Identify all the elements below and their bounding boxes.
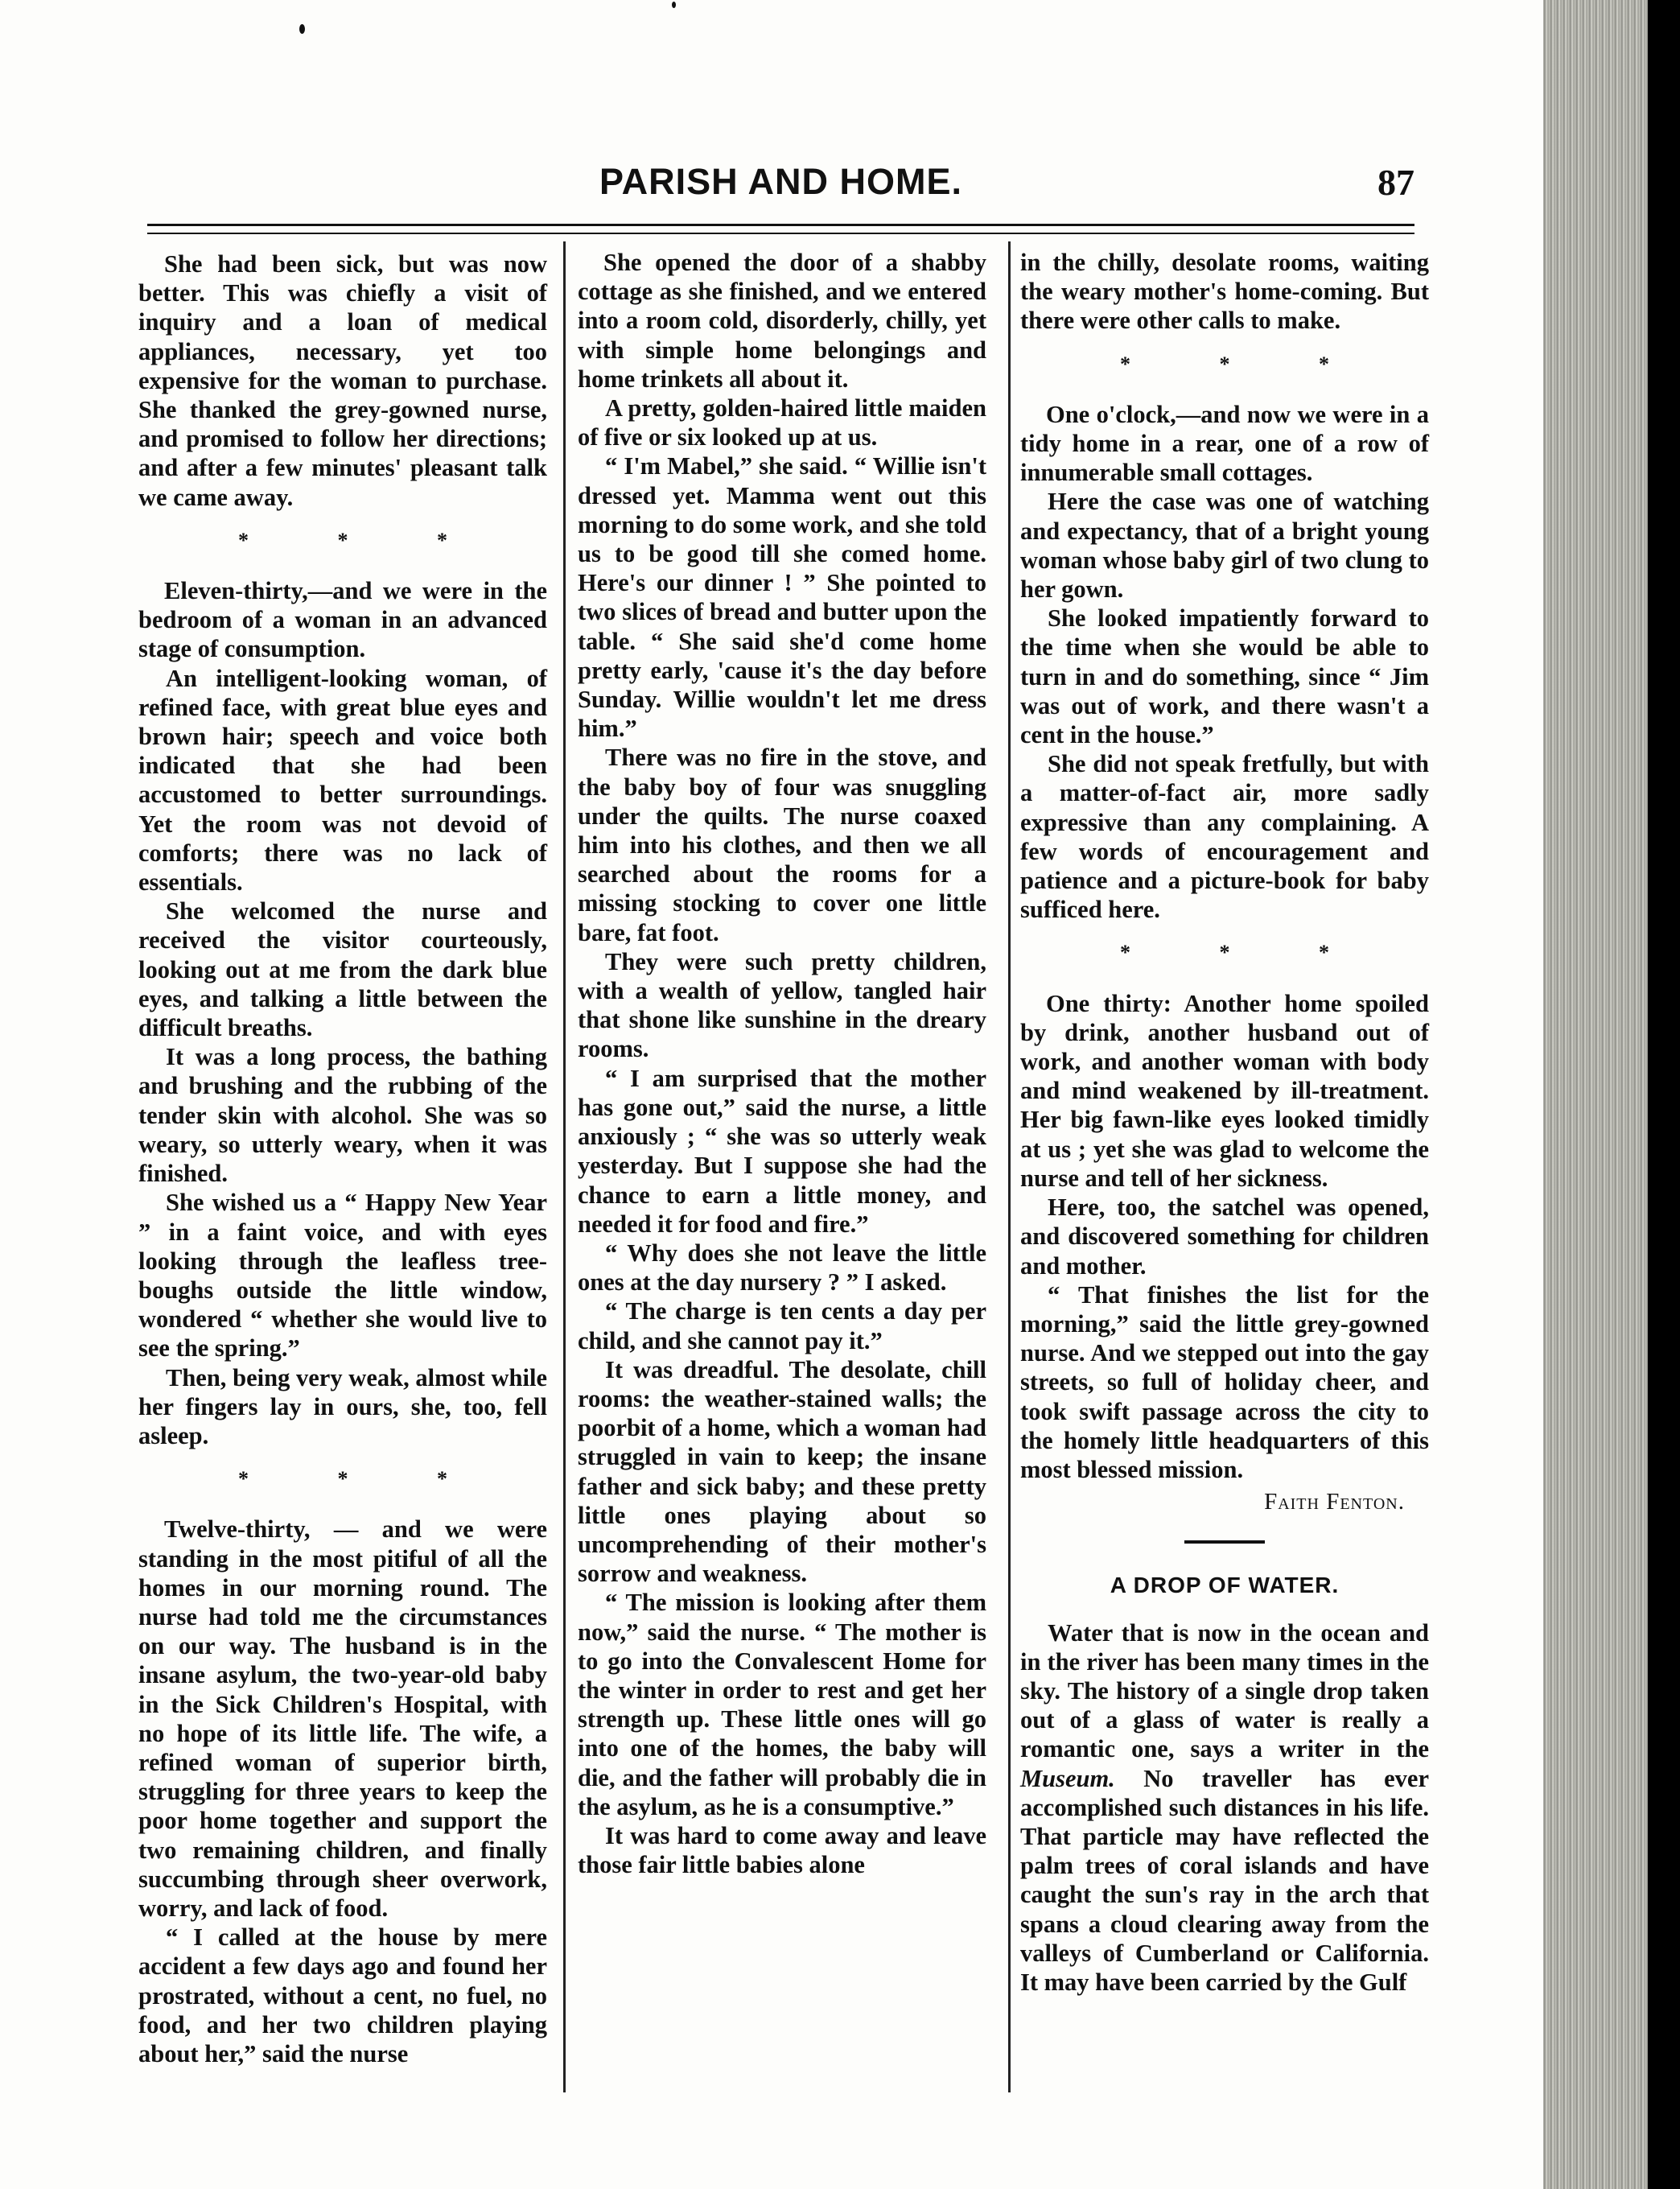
column-divider xyxy=(563,241,566,2092)
running-head xyxy=(147,161,1414,217)
paragraph: Twelve-thirty, — and we were standing in the most pitiful of all the homes in our morning round. The nurse had told me the circumstances on our way. The husband is in the insane asylum, the two-year-old baby in the Sick Children's Hospital, with no hope of its little life. The wife, a refined woman of superior birth, struggling for three years to keep the poor home together and support the two remaining children, and finally succumbing through sheer overwork, worry, and lack of food. xyxy=(138,1515,547,1922)
author-signature: Faith Fenton. xyxy=(1264,1489,1405,1515)
paragraph: Here the case was one of watching and expectancy, that of a bright young woman whose baby girl of two clung to her gown. xyxy=(1020,488,1429,604)
section-break-stars: * * * xyxy=(1120,941,1371,965)
book-page-edges xyxy=(1543,0,1680,2189)
paragraph: One thirty: Another home spoiled by drink, another husband out of work, and another woman with body and mind weakened by ill-treatment. Her big fawn-like eyes looked timidly at us ; yet she was glad to welcome the nurse and tell of her sickness. xyxy=(1020,989,1429,1192)
section-break-stars: * * * xyxy=(238,1467,489,1491)
paragraph: Eleven-thirty,—and we were in the bedroom of a woman in an advanced stage of consumption. xyxy=(138,577,547,663)
page-number: 87 xyxy=(1377,162,1414,203)
paragraph: in the chilly, desolate rooms, waiting the weary mother's home-coming. But there were other calls to make. xyxy=(1020,249,1429,335)
paragraph-text: No traveller has ever accomplished such distances in his life. That particle may have reflected the palm trees of coral islands and have caught the sun's ray in the arch that spans a cloud clearing away from the valleys of Cumberland or California. It may have been carried by the Gulf xyxy=(1020,1764,1429,1996)
magazine-title: PARISH AND HOME. xyxy=(599,161,962,202)
paragraph: She welcomed the nurse and received the visitor courteously, looking out at me from the dark blue eyes, and talking a little between the difficult breaths. xyxy=(138,897,547,1042)
paragraph: She wished us a “ Happy New Year ” in a faint voice, and with eyes looking through the leafless tree-boughs outside the little window, wondered “ whether she would live to see the spring.” xyxy=(138,1189,547,1362)
paragraph-text: Water that is now in the ocean and in the river has been many times in the sky. The history of a single drop taken out of a glass of water is really a romantic one, says a writer in the xyxy=(1020,1618,1429,1763)
paragraph: Then, being very weak, almost while her fingers lay in ours, she, too, fell asleep. xyxy=(138,1363,547,1449)
paragraph: She did not speak fretfully, but with a matter-of-fact air, more sadly expressive than any complaining. A few words of encouragement and patience and a picture-book for baby sufficed here. xyxy=(1020,750,1429,924)
paragraph: Here, too, the satchel was opened, and discovered something for children and mother. xyxy=(1020,1193,1429,1280)
column-2 xyxy=(578,248,986,1879)
paragraph: “ The mission is looking after them now,” said the nurse. “ The mother is to go into the Convalescent Home for the winter in order to rest and get her strength up. These little ones will go into one of the homes, the baby will die, and the father will probably die in the asylum, as he is a consumptive.” xyxy=(578,1589,986,1820)
paragraph: An intelligent-looking woman, of refined face, with great blue eyes and brown hair; speech and voice both indicated that she had been accustomed to better surroundings. Yet the room was not devoid of comforts; there was no lack of essentials. xyxy=(138,664,547,897)
paragraph: One o'clock,—and now we were in a tidy home in a rear, one of a row of innumerable small cottages. xyxy=(1020,400,1429,487)
paragraph: “ That finishes the list for the morning,” said the little grey-gowned nurse. And we stepped out into the gay streets, so full of holiday cheer, and took swift passage across the city to the homely little headquarters of this most blessed mission. xyxy=(1020,1280,1429,1483)
paragraph: A pretty, golden-haired little maiden of five or six looked up at us. xyxy=(578,394,986,451)
paragraph: She looked impatiently forward to the time when she would be able to turn in and do something, since “ Jim was out of work, and there wasn't a cent in the house.” xyxy=(1020,604,1429,749)
paragraph xyxy=(1020,1618,1429,1997)
column-divider xyxy=(1008,241,1011,2092)
paragraph: It was hard to come away and leave those fair little babies alone xyxy=(578,1821,986,1879)
paragraph: There was no fire in the stove, and the baby boy of four was snuggling under the quilts. The nurse coaxed him into his clothes, and then we all searched about the rooms for a missing stocking to cover one little bare, fat foot. xyxy=(578,744,986,946)
article-title: A DROP OF WATER. xyxy=(1110,1573,1340,1598)
paragraph: She opened the door of a shabby cottage as she finished, and we entered into a room cold, disorderly, chilly, yet with simple home belongings and home trinkets all about it. xyxy=(578,249,986,393)
paragraph: “ Why does she not leave the little ones at the day nursery ? ” I asked. xyxy=(578,1239,986,1296)
column-3 xyxy=(1020,248,1429,1997)
column-1 xyxy=(138,249,547,2068)
paragraph: “ I called at the house by mere accident a few days ago and found her prostrated, without a cent, no fuel, no food, and her two children playing about her,” said the nurse xyxy=(138,1923,547,2067)
speck-mark xyxy=(299,24,305,34)
section-break-stars: * * * xyxy=(1120,352,1371,376)
paragraph: “ The charge is ten cents a day per child, and she cannot pay it.” xyxy=(578,1297,986,1354)
paragraph: It was a long process, the bathing and brushing and the rubbing of the tender skin with alcohol. She was so weary, so utterly weary, when it was finished. xyxy=(138,1043,547,1188)
header-rule xyxy=(147,224,1414,234)
paragraph: It was dreadful. The desolate, chill rooms: the weather-stained walls; the poorbit of a home, which a woman had struggled in vain to keep; the insane father and sick baby; and these pretty little ones playing about so uncomprehending of their mother's sorrow and weakness. xyxy=(578,1355,986,1588)
paragraph: They were such pretty children, with a wealth of yellow, tangled hair that shone like sunshine in the dreary rooms. xyxy=(578,947,986,1063)
paragraph: “ I am surprised that the mother has gone out,” said the nurse, a little anxiously ; “ she was so utterly weak yesterday. But I suppose she had the chance to earn a little money, and needed it for food and fire.” xyxy=(578,1064,986,1238)
publication-name: Museum. xyxy=(1020,1764,1115,1792)
paragraph: She had been sick, but was now better. This was chiefly a visit of inquiry and a loan of medical appliances, necessary, yet too expensive for the woman to purchase. She thanked the grey-gowned nurse, and promised to follow her directions; and after a few minutes' pleasant talk we came away. xyxy=(138,250,547,511)
paragraph: “ I'm Mabel,” she said. “ Willie isn't dressed yet. Mamma went out this morning to do some work, and she told us to be good till she comed home. Here's our dinner ! ” She pointed to two slices of bread and butter upon the table. “ She said she'd come home pretty early, 'cause it's the day before Sunday. Willie wouldn't let me dress him.” xyxy=(578,452,986,743)
section-break-stars: * * * xyxy=(238,528,489,552)
speck-mark xyxy=(672,2,676,8)
section-rule xyxy=(1184,1540,1265,1544)
